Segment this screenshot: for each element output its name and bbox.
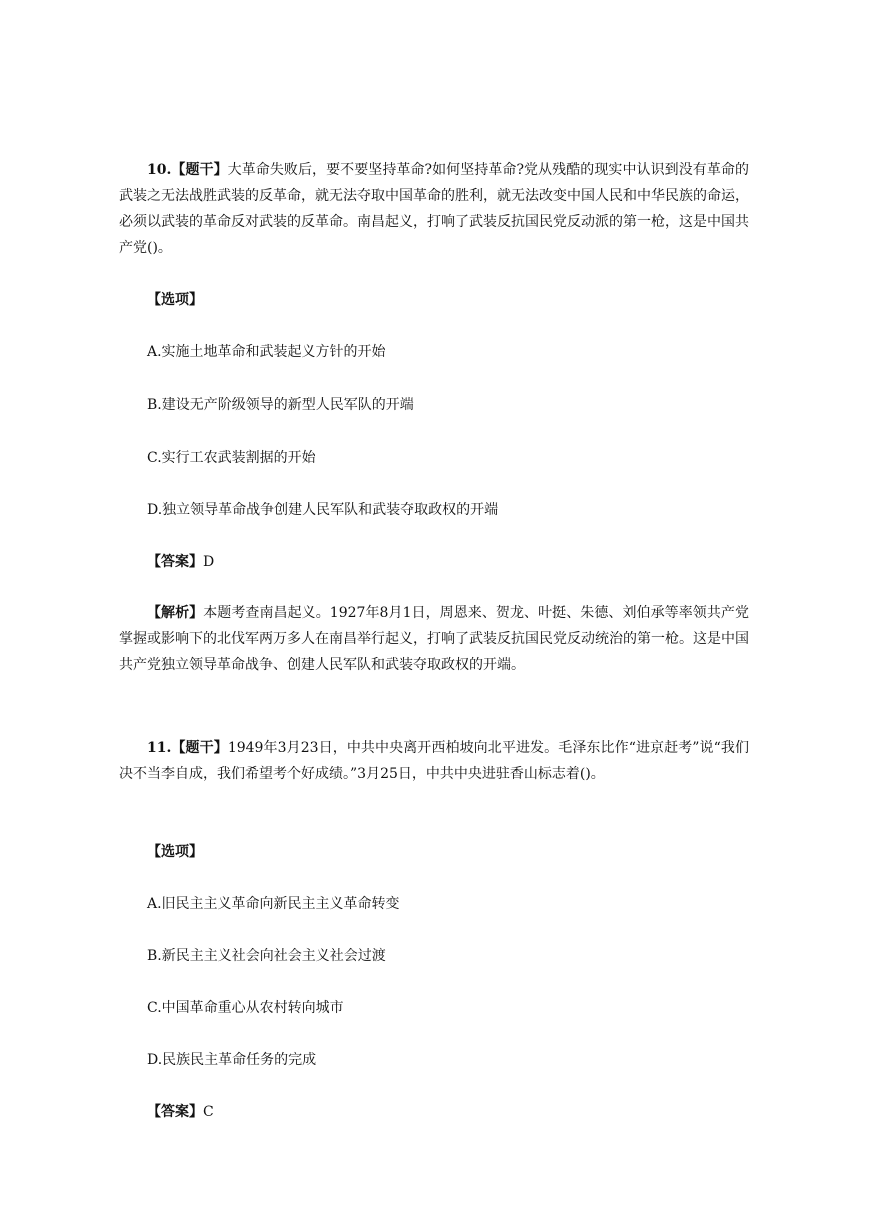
question-10-option-b: B.建设无产阶级领导的新型人民军队的开端: [147, 397, 414, 413]
question-11-option-a: A.旧民主主义革命向新民主主义革命转变: [147, 896, 400, 912]
question-10-stem-label: 10.【题干】: [147, 162, 228, 178]
question-11-options-label: [147, 842, 203, 862]
analysis-text: 本题考查南昌起义。1927年8月1日，周恩来、贺龙、叶挺、朱德、刘伯承等率领共产党掌握或影响下的北伐军两万多人在南昌举行起义，打响了武装反抗国民党反动统治的第一枪。这是中国共产党独立领导革命战争、创建人民军队和武装夺取政权的开端。: [119, 605, 749, 673]
question-11-stem-label: 11.【题干】: [147, 740, 228, 756]
question-10-option-d: D.独立领导革命战争创建人民军队和武装夺取政权的开端: [147, 502, 499, 518]
question-11-stem: [119, 735, 749, 787]
options-label: 【选项】: [147, 292, 203, 308]
question-10-option-c: C.实行工农武装割据的开始: [147, 450, 316, 466]
question-10-options-label: [147, 290, 203, 310]
answer-label: 【答案】: [147, 1104, 203, 1120]
question-11-option-c: C.中国革命重心从农村转向城市: [147, 1000, 344, 1016]
question-11-option-b: B.新民主主义社会向社会主义社会过渡: [147, 948, 386, 964]
question-11-answer: [147, 1102, 214, 1122]
options-label: 【选项】: [147, 844, 203, 860]
question-10-stem: [119, 157, 749, 261]
question-11-option-d: D.民族民主革命任务的完成: [147, 1052, 317, 1068]
question-10-option-a: A.实施土地革命和武装起义方针的开始: [147, 344, 386, 360]
question-11-stem-text: 1949年3月23日，中共中央离开西柏坡向北平进发。毛泽东比作“进京赶考”说“我们决不当李自成，我们希望考个好成绩。”3月25日，中共中央进驻香山标志着()。: [119, 740, 749, 782]
answer-value: D: [203, 554, 215, 570]
analysis-label: 【解析】: [147, 605, 204, 621]
question-10-answer: [147, 552, 214, 572]
question-10-analysis: [119, 600, 749, 678]
question-10-stem-text: 大革命失败后，要不要坚持革命?如何坚持革命?党从残酷的现实中认识到没有革命的武装之无法战胜武装的反革命，就无法夺取中国革命的胜利，就无法改变中国人民和中华民族的命运，必须以武装的革命反对武装的反革命。南昌起义，打响了武装反抗国民党反动派的第一枪，这是中国共产党()。: [119, 162, 749, 256]
answer-label: 【答案】: [147, 554, 203, 570]
answer-value: C: [203, 1104, 214, 1120]
